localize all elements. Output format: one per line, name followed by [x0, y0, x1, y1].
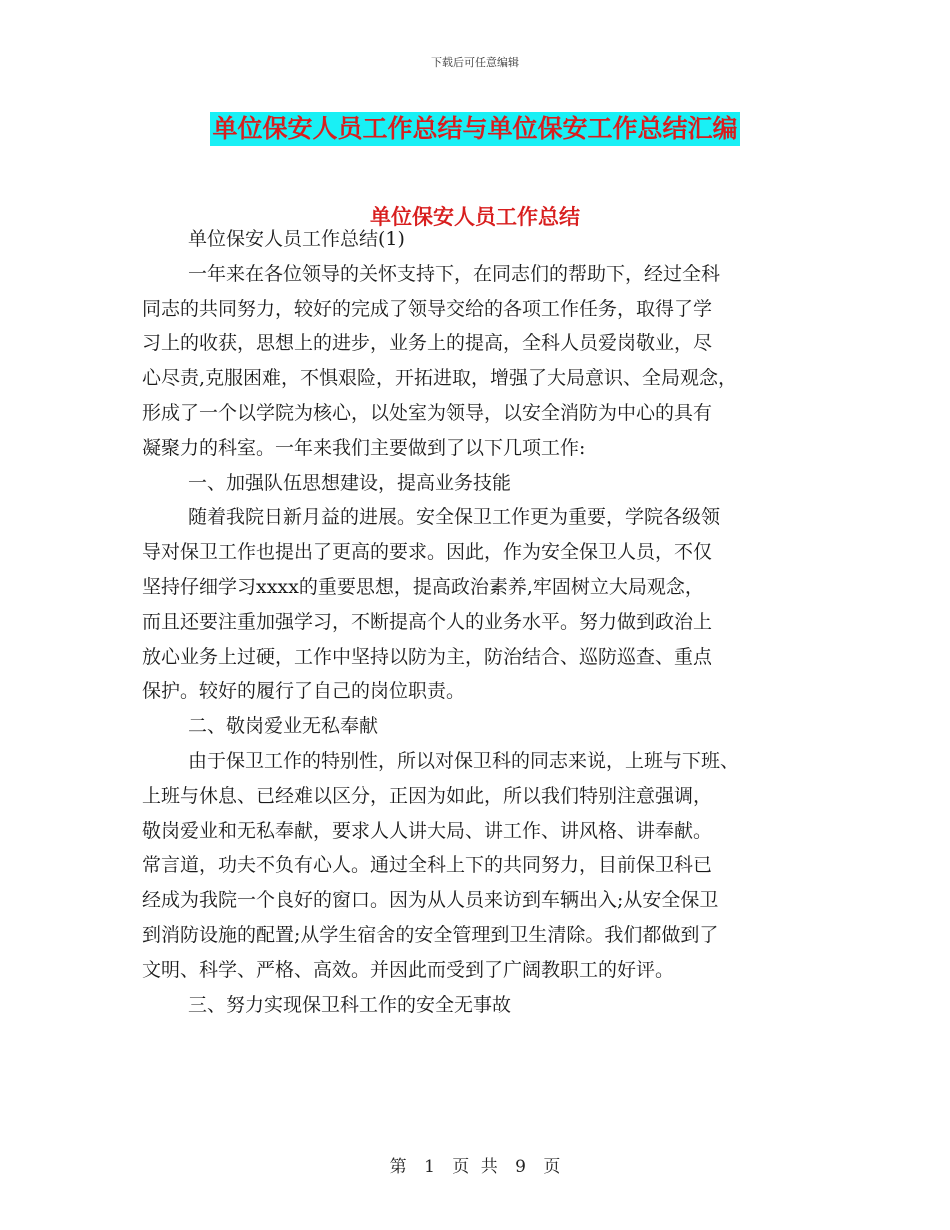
body-line: 凝聚力的科室。一年来我们主要做到了以下几项工作: [142, 436, 586, 459]
body-line: 同志的共同努力，较好的完成了领导交给的各项工作任务，取得了学 [142, 297, 713, 320]
body-line: 心尽责,克服困难，不惧艰险，开拓进取，增强了大局意识、全局观念， [142, 367, 738, 390]
body-line: 放心业务上过硬，工作中坚持以防为主，防治结合、巡防巡查、重点 [142, 645, 713, 668]
body-line: 由于保卫工作的特别性，所以对保卫科的同志来说，上班与下班、 [188, 749, 740, 772]
body-line: 保护。较好的履行了自己的岗位职责。 [142, 680, 466, 703]
body-heading: 三、努力实现保卫科工作的安全无事故 [188, 993, 512, 1016]
body-heading: 二、敬岗爱业无私奉献 [188, 715, 379, 738]
page-header-note: 下载后可任意编辑 [431, 56, 519, 69]
body-heading: 一、加强队伍思想建设，提高业务技能 [188, 471, 512, 494]
body-line: 上班与休息、已经难以区分，正因为如此，所以我们特别注意强调， [142, 784, 713, 807]
body-line: 到消防设施的配置;从学生宿舍的安全管理到卫生清除。我们都做到了 [142, 923, 719, 946]
body-line: 经成为我院一个良好的窗口。因为从人员来访到车辆出入;从安全保卫 [142, 889, 719, 912]
body-line: 而且还要注重加强学习，不断提高个人的业务水平。努力做到政治上 [142, 610, 713, 633]
body-line: 形成了一个以学院为核心，以处室为领导，以安全消防为中心的具有 [142, 401, 713, 424]
body-line: 习上的收获，思想上的进步，业务上的提高，全科人员爱岗敬业，尽 [142, 332, 713, 355]
footer-suffix: 页 [543, 1157, 561, 1177]
body-line: 一年来在各位领导的关怀支持下，在同志们的帮助下，经过全科 [188, 262, 721, 285]
footer-page-number: 1 [424, 1157, 435, 1177]
body-line: 单位保安人员工作总结(1) [188, 228, 405, 250]
body-line: 常言道，功夫不负有心人。通过全科上下的共同努力，目前保卫科已 [142, 854, 713, 877]
body-line: 敬岗爱业和无私奉献，要求人人讲大局、讲工作、讲风格、讲奉献。 [142, 819, 713, 842]
body-line: 随着我院日新月益的进展。安全保卫工作更为重要，学院各级领 [188, 506, 721, 529]
document-title: 单位保安人员工作总结与单位保安工作总结汇编 [210, 112, 739, 146]
body-line: 导对保卫工作也提出了更高的要求。因此，作为安全保卫人员，不仅 [142, 541, 713, 564]
page-footer [0, 1152, 950, 1177]
body-line: 坚持仔细学习xxxx的重要思想，提高政治素养,牢固树立大局观念， [142, 575, 704, 598]
footer-middle: 页 共 [452, 1157, 498, 1177]
document-title-container [0, 112, 950, 146]
section-title: 单位保安人员工作总结 [370, 204, 580, 229]
body-line: 文明、科学、严格、高效。并因此而受到了广阔教职工的好评。 [142, 958, 675, 981]
document-body [142, 222, 822, 1022]
footer-prefix: 第 [389, 1157, 407, 1177]
footer-total-pages: 9 [515, 1157, 526, 1177]
